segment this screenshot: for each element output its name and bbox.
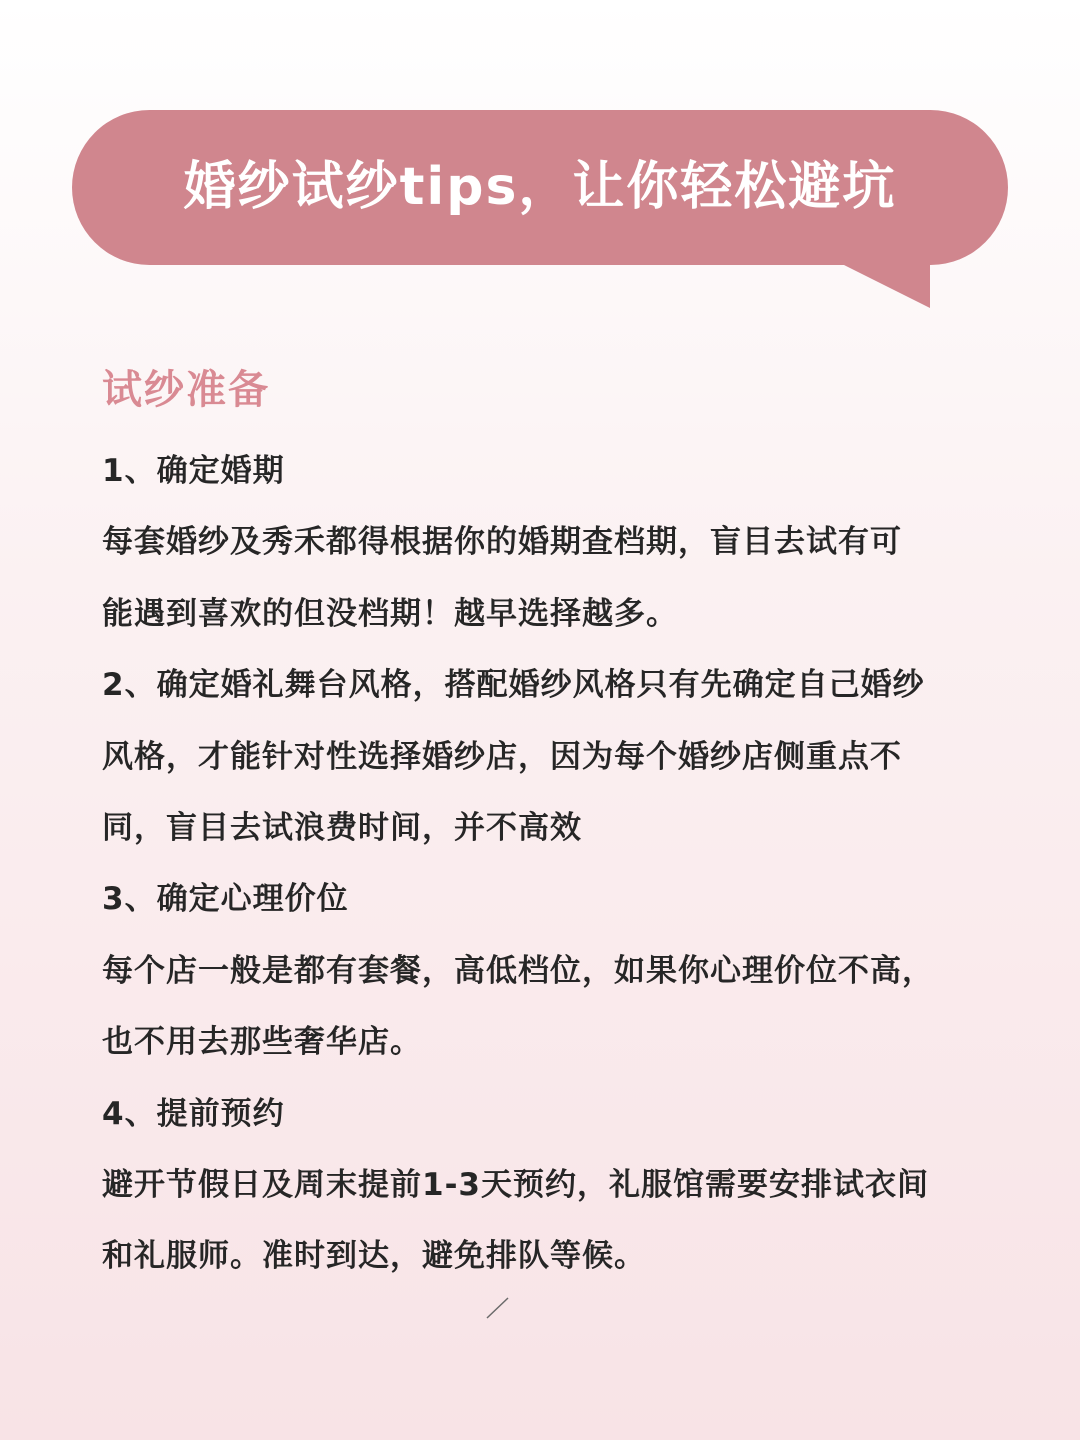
title-banner: [72, 110, 1008, 265]
item-4-body-line-2: 和礼服师。准时到达，避免排队等候。: [102, 1238, 646, 1275]
content-body: [102, 436, 992, 1293]
item-3-body-line-2: 也不用去那些奢华店。: [102, 1024, 422, 1061]
item-1-title: 1、确定婚期: [102, 453, 285, 489]
banner-title: 婚纱试纱tips，让你轻松避坑: [183, 157, 897, 217]
banner-tail: [838, 262, 930, 308]
item-1-body-line-2: 能遇到喜欢的但没档期！越早选择越多。: [102, 595, 678, 632]
item-4-body-line-1: 避开节假日及周末提前1-3天预约，礼服馆需要安排试衣间: [102, 1166, 930, 1203]
item-2-body-line-1: 2、确定婚礼舞台风格，搭配婚纱风格只有先确定自己婚纱: [102, 667, 925, 704]
item-2-body-line-3: 同，盲目去试浪费时间，并不高效: [102, 809, 582, 846]
item-4-title: 4、提前预约: [102, 1095, 285, 1132]
item-1-body-line-1: 每套婚纱及秀禾都得根据你的婚期查档期，盲目去试有可: [102, 524, 902, 561]
item-3-body-line-1: 每个店一般是都有套餐，高低档位，如果你心理价位不高，: [102, 952, 934, 989]
item-3-title: 3、确定心理价位: [102, 881, 349, 918]
slash-mark-icon: [486, 1296, 510, 1320]
section-heading: 试纱准备: [102, 367, 270, 413]
item-2-body-line-2: 风格，才能针对性选择婚纱店，因为每个婚纱店侧重点不: [102, 738, 902, 775]
